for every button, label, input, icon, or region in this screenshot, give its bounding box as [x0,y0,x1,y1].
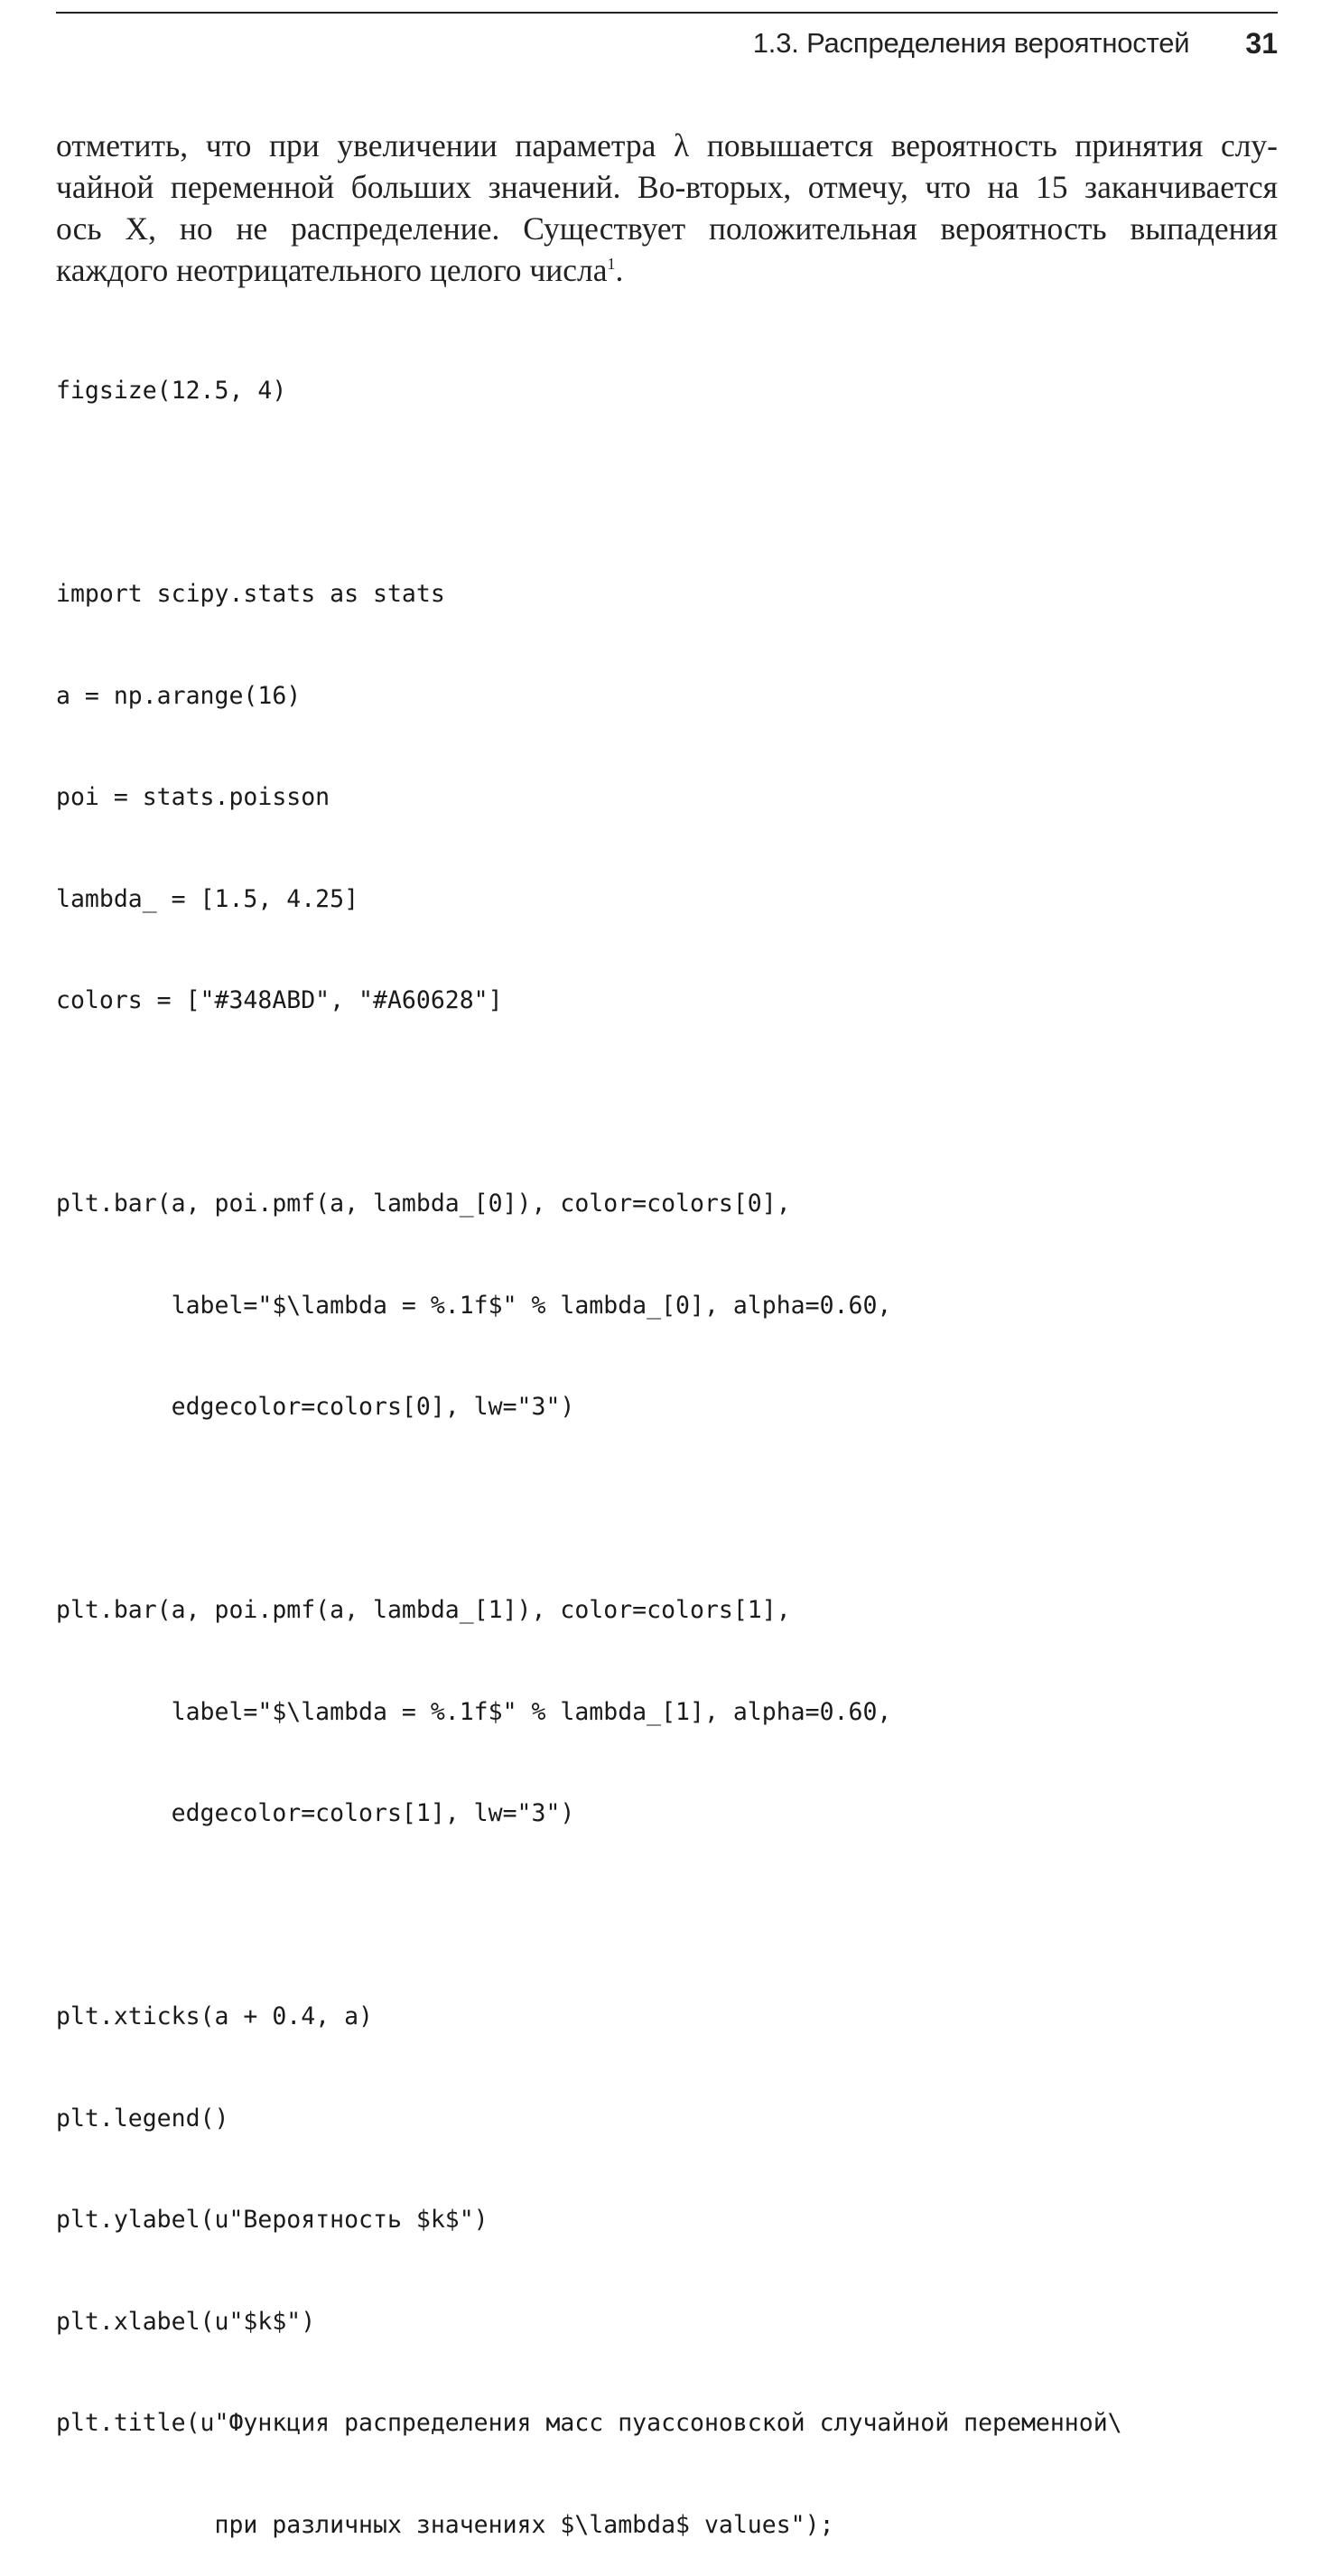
code-line: poi = stats.poisson [56,783,330,811]
code-line: edgecolor=colors[0], lw="3") [56,1393,575,1421]
code-line: plt.bar(a, poi.pmf(a, lambda_[0]), color=colors[0], [56,1190,791,1218]
page-number: 31 [1245,26,1278,60]
code-listing [56,306,1122,2576]
code-line: figsize(12.5, 4) [56,377,287,405]
code-line: plt.legend() [56,2104,229,2133]
body-line-period: . [615,252,624,288]
code-line: colors = ["#348ABD", "#A60628"] [56,986,503,1014]
code-line: plt.xticks(a + 0.4, a) [56,2002,373,2030]
body-paragraph [56,125,1278,291]
body-line: чайной переменной больших значений. Во-вторых, отмечу, что на 15 заканчивается [56,169,1278,205]
header-rule [56,12,1278,14]
body-line-text: каждого неотрицательного целого числа [56,252,608,288]
footnote-marker: 1 [607,255,616,274]
code-line [56,476,1122,510]
code-line: import scipy.stats as stats [56,580,445,608]
code-line: plt.xlabel(u"$k$") [56,2307,316,2336]
code-line: label="$\lambda = %.1f$" % lambda_[1], alpha=0.60, [56,1697,892,1726]
body-line: отметить, что при увеличении параметра λ повышается вероятность принятия слу- [56,127,1278,163]
code-line [56,1492,1122,1526]
code-line: edgecolor=colors[1], lw="3") [56,1799,575,1827]
body-line: ось X, но не распределение. Существует положительная вероятность выпадения [56,210,1278,247]
code-line: label="$\lambda = %.1f$" % lambda_[0], alpha=0.60, [56,1291,892,1320]
code-line: при различных значениях $\lambda$ values"); [56,2510,834,2539]
code-line [56,1086,1122,1120]
code-line: lambda_ = [1.5, 4.25] [56,884,359,913]
body-line-last [56,249,1278,291]
code-line: plt.bar(a, poi.pmf(a, lambda_[1]), color=colors[1], [56,1596,791,1624]
code-line [56,1899,1122,1933]
section-title: 1.3. Распределения вероятностей [752,27,1190,59]
code-line: a = np.arange(16) [56,681,302,710]
running-head [753,23,1278,63]
code-line: plt.ylabel(u"Вероятность $k$") [56,2206,489,2234]
code-line: plt.title(u"Функция распределения масс пуассоновской случайной переменной\ [56,2409,1122,2437]
